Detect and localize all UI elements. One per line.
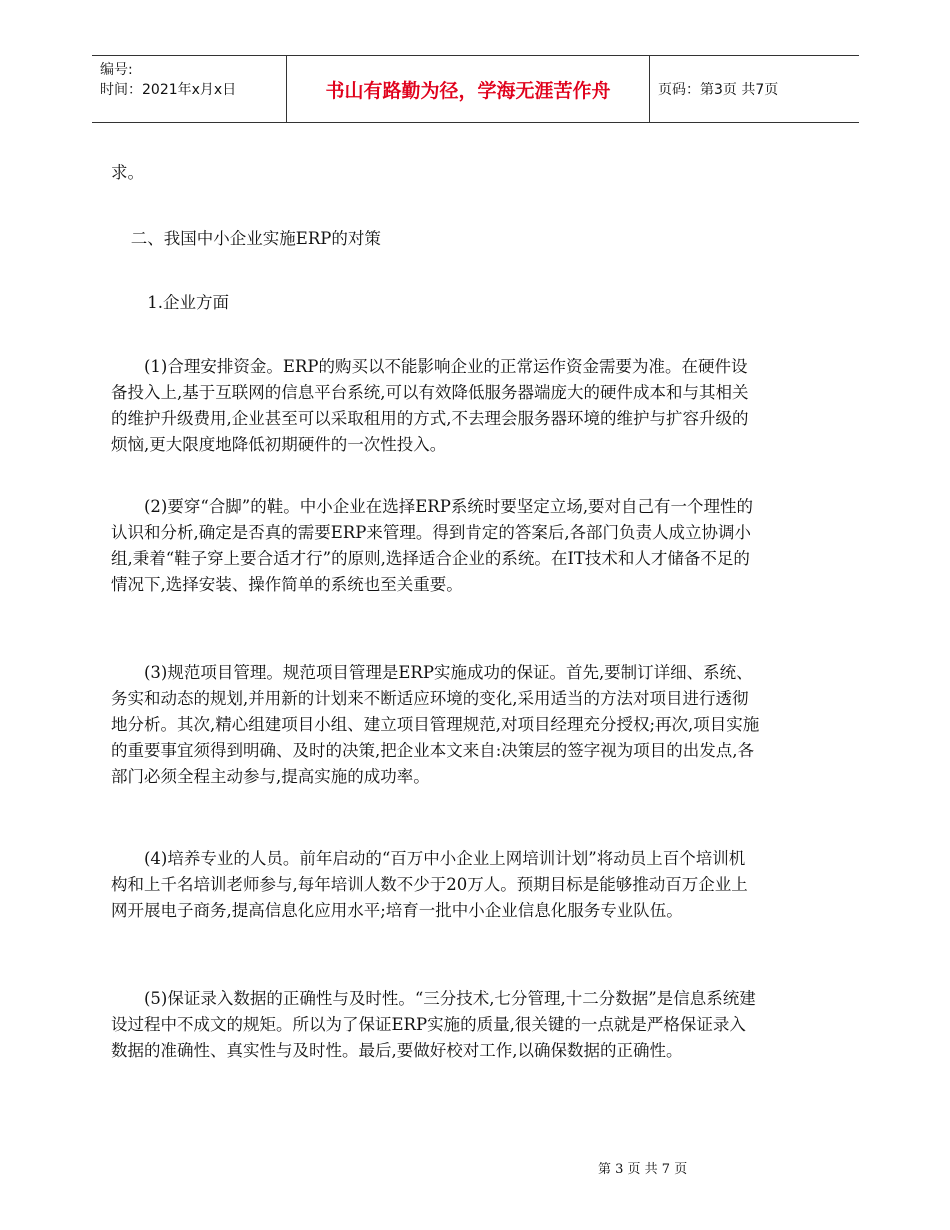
paragraph: (3)规范项目管理。规范项目管理是ERP实施成功的保证。首先,要制订详细、系统、务实和动态的规划,并用新的计划来不断适应环境的变化,采用适当的方法对项目进行透彻地分析。其次,精心组建项目小组、建立项目管理规范,对项目经理充分授权;再次,项目实施的重要事宜须得到明确、及时的决策,把企业本文来自:决策层的签字视为项目的出发点,各部门必须全程主动参与,提高实施的成功率。 <box>111 663 760 786</box>
header-time-label: 时间：2021年x月x日 <box>100 82 237 98</box>
header-meta <box>100 60 236 100</box>
footer-page-number: 第 3 页 共 7 页 <box>598 1162 688 1177</box>
header-divider <box>649 56 650 122</box>
page-header <box>92 55 859 123</box>
section-heading: 二、我国中小企业实施ERP的对策 <box>130 229 381 248</box>
header-number-label: 编号: <box>100 62 133 78</box>
header-motto: 书山有路勤为径，学海无涯苦作舟 <box>325 79 611 102</box>
text-fragment: 求。 <box>111 163 144 182</box>
header-page-info: 页码：第3页 共7页 <box>658 82 779 98</box>
paragraph: (4)培养专业的人员。前年启动的“百万中小企业上网培训计划”将动员上百个培训机构和上千名培训老师参与,每年培训人数不少于20万人。预期目标是能够推动百万企业上网开展电子商务,提高信息化应用水平;培育一批中小企业信息化服务专业队伍。 <box>111 849 748 920</box>
paragraph: (5)保证录入数据的正确性与及时性。“三分技术,七分管理,十二分数据”是信息系统建设过程中不成文的规矩。所以为了保证ERP实施的质量,很关键的一点就是严格保证录入数据的准确性、真实性与及时性。最后,要做好校对工作,以确保数据的正确性。 <box>111 989 756 1060</box>
paragraph: (2)要穿“合脚”的鞋。中小企业在选择ERP系统时要坚定立场,要对自己有一个理性的认识和分析,确定是否真的需要ERP来管理。得到肯定的答案后,各部门负责人成立协调小组,秉着“鞋子穿上要合适才行”的原则,选择适合企业的系统。在IT技术和人才储备不足的情况下,选择安装、操作简单的系统也至关重要。 <box>111 497 754 594</box>
sub-heading: 1.企业方面 <box>147 293 230 312</box>
paragraph: (1)合理安排资金。ERP的购买以不能影响企业的正常运作资金需要为准。在硬件设备投入上,基于互联网的信息平台系统,可以有效降低服务器端庞大的硬件成本和与其相关的维护升级费用,企业甚至可以采取租用的方式,不去理会服务器环境的维护与扩容升级的烦恼,更大限度地降低初期硬件的一次性投入。 <box>111 357 749 454</box>
